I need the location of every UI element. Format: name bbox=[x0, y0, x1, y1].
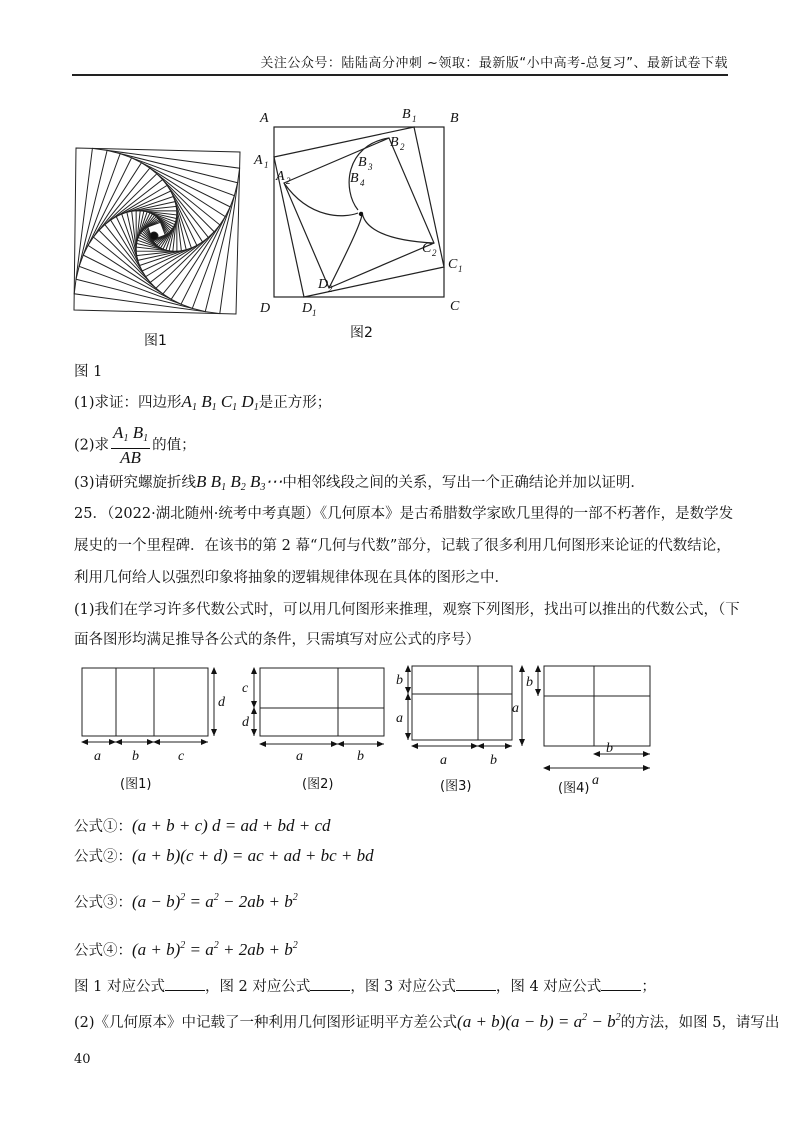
arc-curve bbox=[329, 215, 362, 288]
svg-text:b: b bbox=[490, 753, 497, 768]
svg-text:a: a bbox=[440, 753, 447, 768]
square-ABCD bbox=[274, 127, 444, 297]
svg-text:d: d bbox=[218, 695, 225, 710]
answer-blank-4[interactable] bbox=[601, 976, 641, 991]
question-1: (1)求证：四边形$A_1$ $B_1$ $C_1$ $D_1$是正方形； bbox=[74, 392, 332, 413]
formula-1: 公式①：(a + b + c) d = ad + bd + cd bbox=[74, 816, 331, 835]
spiral-center bbox=[150, 232, 158, 240]
svg-text:2: 2 bbox=[400, 142, 405, 152]
svg-text:b: b bbox=[357, 749, 364, 764]
diagram-caption-3: (图3) bbox=[440, 779, 472, 794]
svg-text:b: b bbox=[526, 675, 533, 690]
problem-25-line2: 展史的一个里程碑．在该书的第 2 幕“几何与代数”部分，记载了很多利用几何图形来论证的代数结论， bbox=[74, 538, 731, 554]
svg-text:1: 1 bbox=[458, 264, 463, 274]
answer-blank-1[interactable] bbox=[165, 976, 205, 991]
header-text: 关注公众号：陆陆高分冲刺 ~领取：最新版“小中高考-总复习”、最新试卷下载 bbox=[260, 56, 728, 71]
svg-text:3: 3 bbox=[368, 162, 373, 172]
center-dot bbox=[359, 212, 363, 216]
label-B4: B bbox=[350, 171, 359, 186]
label-D1: D bbox=[302, 301, 313, 316]
svg-text:c: c bbox=[178, 749, 185, 764]
square-A1B1C1D1 bbox=[274, 127, 444, 297]
answer-blank-2[interactable] bbox=[310, 976, 350, 991]
svg-text:a: a bbox=[94, 749, 101, 764]
svg-text:b: b bbox=[396, 673, 403, 688]
spiral-square bbox=[83, 158, 230, 304]
fig1-caption: 图1 bbox=[144, 333, 167, 349]
figure-label: 图 1 bbox=[74, 364, 103, 380]
question-3: (3)请研究螺旋折线B $B_1$ $B_2$ $B_3\cdots$中相邻线段之间的关系，写出一个正确结论并加以证明． bbox=[74, 472, 645, 493]
page-header bbox=[72, 52, 728, 76]
formula-4: 公式④：$(a + b)^2 = a^2 + 2ab + b^2$ bbox=[74, 940, 298, 959]
label-B1: B bbox=[402, 107, 411, 122]
label-C: C bbox=[450, 299, 460, 314]
svg-text:1: 1 bbox=[412, 114, 417, 124]
label-A2: A bbox=[276, 169, 285, 184]
spiral-square bbox=[116, 191, 197, 271]
svg-text:d: d bbox=[242, 715, 249, 730]
svg-text:a: a bbox=[592, 773, 599, 788]
problem-25-line3: 利用几何给人以强烈印象将抽象的逻辑规律体现在具体的图形之中． bbox=[74, 570, 509, 586]
svg-text:c: c bbox=[242, 681, 249, 696]
svg-text:1: 1 bbox=[264, 160, 269, 170]
spiral-figure-1 bbox=[72, 140, 244, 320]
answer-blank-3[interactable] bbox=[456, 976, 496, 991]
label-C2: C bbox=[422, 241, 432, 256]
square-figure-2 bbox=[250, 100, 480, 320]
formula-2: 公式②：(a + b)(c + d) = ac + ad + bc + bd bbox=[74, 846, 374, 865]
label-B2: B bbox=[390, 135, 399, 150]
fig2-caption: 图2 bbox=[350, 325, 373, 341]
spiral-square bbox=[138, 213, 174, 249]
spiral-square bbox=[141, 215, 172, 246]
question-2: (2)求 $\frac{A_1 B_1}{AB}$ 的值； bbox=[74, 423, 196, 467]
spiral-square bbox=[93, 168, 219, 294]
label-A1: A bbox=[254, 153, 263, 168]
label-D: D bbox=[260, 301, 271, 316]
page-number: 40 bbox=[74, 1052, 91, 1067]
svg-text:b: b bbox=[606, 741, 613, 756]
label-C1: C bbox=[448, 257, 458, 272]
spiral-square bbox=[79, 154, 234, 309]
diagram-caption-2: (图2) bbox=[302, 777, 334, 792]
svg-text:2: 2 bbox=[286, 176, 291, 186]
diagram-caption-4: (图4) bbox=[558, 781, 590, 796]
fraction: $\frac{A_1 B_1}{AB}$ bbox=[113, 423, 149, 467]
problem-25-line1: 25．（2022·湖北随州·统考中考真题）《几何原本》是古希腊数学家欧几里得的一部不朽著作，是数学发 bbox=[74, 506, 734, 522]
formula-3: 公式③：$(a - b)^2 = a^2 - 2ab + b^2$ bbox=[74, 892, 298, 911]
svg-text:b: b bbox=[132, 749, 139, 764]
svg-text:4: 4 bbox=[360, 178, 365, 188]
svg-text:2: 2 bbox=[432, 248, 437, 258]
label-B: B bbox=[450, 111, 459, 126]
svg-text:2: 2 bbox=[328, 284, 333, 294]
arc-curve bbox=[284, 183, 358, 216]
label-D2: D bbox=[318, 277, 329, 292]
spiral-square bbox=[99, 174, 214, 288]
problem-25-line5: 面各图形均满足推导各公式的条件，只需填写对应公式的序号） bbox=[74, 632, 480, 648]
problem-25-line4: (1)我们在学习许多代数公式时，可以用几何图形来推理，观察下列图形，找出可以推出的代数公式，（下 bbox=[74, 602, 740, 618]
spiral-square bbox=[88, 163, 225, 300]
diagram-caption-1: (图1) bbox=[120, 777, 152, 792]
question-25-2: (2)《几何原本》中记载了一种利用几何图形证明平方差公式$(a + b)(a - b) = a^2 - b^2$的方法，如图 5，请写出 bbox=[74, 1012, 780, 1031]
svg-text:a: a bbox=[512, 701, 519, 716]
svg-text:a: a bbox=[296, 749, 303, 764]
fill-in-blanks: 图 1 对应公式 ，图 2 对应公式 ，图 3 对应公式 ，图 4 对应公式 ； bbox=[74, 976, 656, 997]
label-B3: B bbox=[358, 155, 367, 170]
formula-diagrams bbox=[74, 660, 694, 800]
label-A: A bbox=[260, 111, 269, 126]
svg-text:a: a bbox=[396, 711, 403, 726]
svg-text:1: 1 bbox=[312, 308, 317, 318]
